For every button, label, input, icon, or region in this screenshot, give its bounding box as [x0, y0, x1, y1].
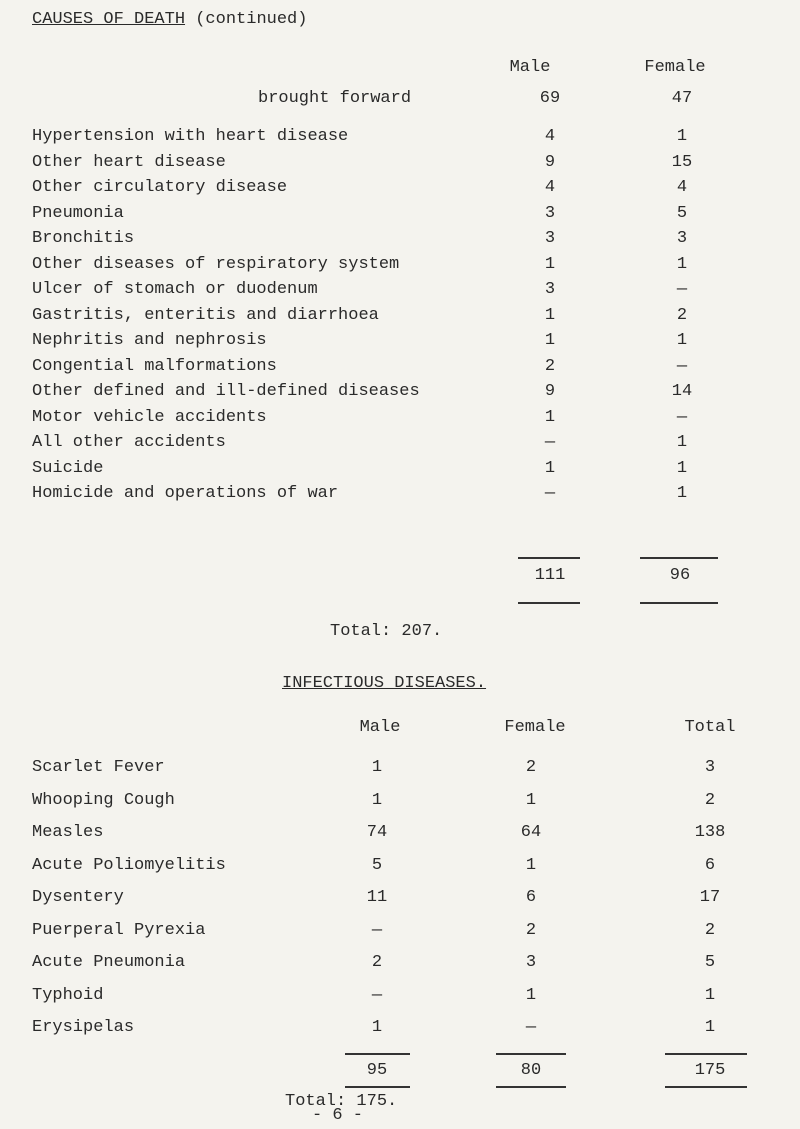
cause-label: Homicide and operations of war: [32, 484, 339, 503]
disease-male-count: 2: [371, 953, 383, 972]
disease-total-count: 17: [699, 888, 721, 907]
brought-forward-label: brought forward: [258, 89, 412, 108]
cause-female-count: 1: [676, 127, 688, 146]
cause-male-count: 2: [544, 357, 556, 376]
cause-male-count: 1: [544, 255, 556, 274]
disease-total-count: 138: [694, 823, 726, 842]
disease-label: Scarlet Fever: [32, 758, 165, 777]
infectious-header-female: Female: [504, 718, 566, 737]
disease-total-count: 6: [704, 856, 716, 875]
infectious-header-total: Total: [684, 718, 736, 737]
disease-female-count: 64: [520, 823, 542, 842]
causes-total-male: 111: [534, 566, 566, 585]
cause-label: Other heart disease: [32, 153, 226, 172]
cause-male-count: 1: [544, 306, 556, 325]
disease-label: Measles: [32, 823, 104, 842]
infectious-total-total: 175: [694, 1061, 726, 1080]
cause-female-count: 5: [676, 204, 688, 223]
disease-label: Acute Pneumonia: [32, 953, 186, 972]
cause-label: Suicide: [32, 459, 104, 478]
disease-female-count: 2: [525, 758, 537, 777]
cause-male-count: 9: [544, 153, 556, 172]
disease-male-count: —: [371, 921, 383, 940]
disease-female-count: —: [525, 1018, 537, 1037]
disease-label: Typhoid: [32, 986, 104, 1005]
brought-forward-female: 47: [671, 89, 693, 108]
cause-female-count: 1: [676, 331, 688, 350]
cause-female-count: 14: [671, 382, 693, 401]
disease-label: Erysipelas: [32, 1018, 135, 1037]
disease-male-count: 11: [366, 888, 388, 907]
cause-male-count: 1: [544, 459, 556, 478]
cause-male-count: 3: [544, 204, 556, 223]
disease-female-count: 1: [525, 986, 537, 1005]
disease-female-count: 6: [525, 888, 537, 907]
cause-male-count: 3: [544, 229, 556, 248]
disease-female-count: 1: [525, 791, 537, 810]
cause-male-count: 9: [544, 382, 556, 401]
cause-label: Ulcer of stomach or duodenum: [32, 280, 318, 299]
cause-female-count: 1: [676, 459, 688, 478]
cause-label: Nephritis and nephrosis: [32, 331, 267, 350]
cause-female-count: —: [676, 280, 688, 299]
disease-total-count: 2: [704, 921, 716, 940]
cause-label: Congential malformations: [32, 357, 277, 376]
cause-label: All other accidents: [32, 433, 226, 452]
infectious-grand-total: Total: 175.: [285, 1092, 398, 1111]
cause-male-count: 4: [544, 178, 556, 197]
cause-male-count: 3: [544, 280, 556, 299]
causes-male-rule-bottom: [518, 602, 580, 604]
disease-total-count: 3: [704, 758, 716, 777]
cause-female-count: 3: [676, 229, 688, 248]
brought-forward-male: 69: [539, 89, 561, 108]
disease-label: Acute Poliomyelitis: [32, 856, 226, 875]
causes-female-rule-top: [640, 557, 718, 559]
cause-label: Bronchitis: [32, 229, 135, 248]
page-number: - 6 -: [312, 1106, 364, 1125]
cause-label: Other defined and ill-defined diseases: [32, 382, 420, 401]
cause-male-count: 1: [544, 408, 556, 427]
causes-male-rule-top: [518, 557, 580, 559]
infectious-total-male: 95: [366, 1061, 388, 1080]
cause-label: Other circulatory disease: [32, 178, 288, 197]
infectious-total-rule-bottom: [665, 1086, 747, 1088]
disease-total-count: 1: [704, 1018, 716, 1037]
disease-male-count: 1: [371, 791, 383, 810]
cause-male-count: 1: [544, 331, 556, 350]
infectious-total-rule-top: [665, 1053, 747, 1055]
disease-label: Whooping Cough: [32, 791, 175, 810]
disease-female-count: 1: [525, 856, 537, 875]
disease-label: Dysentery: [32, 888, 124, 907]
causes-grand-total: Total: 207.: [330, 622, 443, 641]
cause-female-count: 4: [676, 178, 688, 197]
cause-label: Gastritis, enteritis and diarrhoea: [32, 306, 379, 325]
cause-female-count: —: [676, 408, 688, 427]
cause-male-count: 4: [544, 127, 556, 146]
causes-header-female: Female: [644, 58, 706, 77]
disease-male-count: —: [371, 986, 383, 1005]
disease-female-count: 2: [525, 921, 537, 940]
disease-female-count: 3: [525, 953, 537, 972]
disease-male-count: 74: [366, 823, 388, 842]
disease-total-count: 2: [704, 791, 716, 810]
disease-total-count: 1: [704, 986, 716, 1005]
cause-female-count: 1: [676, 484, 688, 503]
cause-female-count: 15: [671, 153, 693, 172]
causes-header-male: Male: [509, 58, 551, 77]
cause-male-count: —: [544, 484, 556, 503]
cause-label: Motor vehicle accidents: [32, 408, 267, 427]
disease-total-count: 5: [704, 953, 716, 972]
disease-male-count: 1: [371, 1018, 383, 1037]
cause-label: Other diseases of respiratory system: [32, 255, 400, 274]
cause-female-count: 2: [676, 306, 688, 325]
causes-female-rule-bottom: [640, 602, 718, 604]
cause-label: Hypertension with heart disease: [32, 127, 349, 146]
disease-male-count: 5: [371, 856, 383, 875]
cause-male-count: —: [544, 433, 556, 452]
causes-total-female: 96: [669, 566, 691, 585]
infectious-female-rule-top: [496, 1053, 566, 1055]
cause-female-count: —: [676, 357, 688, 376]
infectious-total-female: 80: [520, 1061, 542, 1080]
infectious-header-male: Male: [359, 718, 401, 737]
infectious-heading: INFECTIOUS DISEASES.: [282, 674, 487, 693]
disease-label: Puerperal Pyrexia: [32, 921, 206, 940]
infectious-male-rule-top: [345, 1053, 410, 1055]
cause-female-count: 1: [676, 433, 688, 452]
cause-female-count: 1: [676, 255, 688, 274]
disease-male-count: 1: [371, 758, 383, 777]
infectious-male-rule-bottom: [345, 1086, 410, 1088]
page-title: CAUSES OF DEATH (continued): [32, 10, 308, 29]
infectious-female-rule-bottom: [496, 1086, 566, 1088]
cause-label: Pneumonia: [32, 204, 124, 223]
